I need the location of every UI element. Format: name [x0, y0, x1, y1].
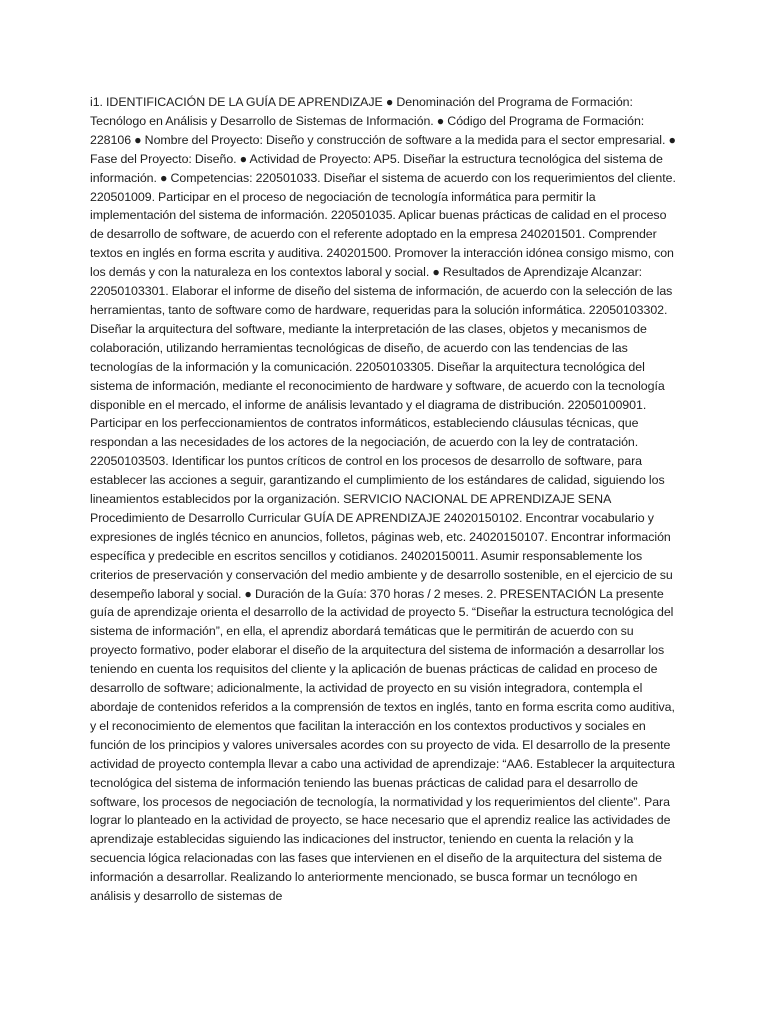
- document-paragraph: i1. IDENTIFICACIÓN DE LA GUÍA DE APRENDIZAJE ● Denominación del Programa de Formación: Tecnólogo en Análisis y Desarrollo de Sistemas de Información. ● Código del Programa de Formación: 228106 ● Nombre del Proyecto: Diseño y construcción de software a la medida para el sector empresarial. ● Fase del Proyecto: Diseño. ● Actividad de Proyecto: AP5. Diseñar la estructura tecnológica del sistema de información. ● Competencias: 220501033. Diseñar el sistema de acuerdo con los requerimientos del cliente. 220501009. Participar en el proceso de negociación de tecnología informática para permitir la implementación del sistema de información. 220501035. Aplicar buenas prácticas de calidad en el proceso de desarrollo de software, de acuerdo con el referente adoptado en la empresa 240201501. Comprender textos en inglés en forma escrita y auditiva. 240201500. Promover la interacción idónea consigo mismo, con los demás y con la naturaleza en los contextos laboral y social. ● Resultados de Aprendizaje Alcanzar: 22050103301. Elaborar el informe de diseño del sistema de información, de acuerdo con la selección de las herramientas, tanto de software como de hardware, requeridas para la solución informática. 22050103302. Diseñar la arquitectura del software, mediante la interpretación de las clases, objetos y mecanismos de colaboración, utilizando herramientas tecnológicas de diseño, de acuerdo con las tendencias de las tecnologías de la información y la comunicación. 22050103305. Diseñar la arquitectura tecnológica del sistema de información, mediante el reconocimiento de hardware y software, de acuerdo con la tecnología disponible en el mercado, el informe de análisis levantado y el diagrama de distribución. 22050100901. Participar en los perfeccionamientos de contratos informáticos, estableciendo cláusulas técnicas, que respondan a las necesidades de los actores de la negociación, de acuerdo con la ley de contratación. 22050103503. Identificar los puntos críticos de control en los procesos de desarrollo de software, para establecer las acciones a seguir, garantizando el cumplimiento de los estándares de calidad, siguiendo los lineamientos establecidos por la organización. SERVICIO NACIONAL DE APRENDIZAJE SENA Procedimiento de Desarrollo Curricular GUÍA DE APRENDIZAJE 24020150102. Encontrar vocabulario y expresiones de inglés técnico en anuncios, folletos, páginas web, etc. 24020150107. Encontrar información específica y predecible en escritos sencillos y cotidianos. 24020150011. Asumir responsablemente los criterios de preservación y conservación del medio ambiente y de desarrollo sostenible, en el ejercicio de su desempeño laboral y social. ● Duración de la Guía: 370 horas / 2 meses. 2. PRESENTACIÓN La presente guía de aprendizaje orienta el desarrollo de la actividad de proyecto 5. “Diseñar la estructura tecnológica del sistema de información”, en ella, el aprendiz abordará temáticas que le permitirán de acuerdo con su proyecto formativo, poder elaborar el diseño de la arquitectura del sistema de información a desarrollar los teniendo en cuenta los requisitos del cliente y la aplicación de buenas prácticas de calidad en proceso de desarrollo de software; adicionalmente, la actividad de proyecto en su visión integradora, contempla el abordaje de contenidos referidos a la comprensión de textos en inglés, tanto en forma escrita como auditiva, y el reconocimiento de elementos que facilitan la interacción en los contextos productivos y sociales en función de los principios y valores universales acordes con su proyecto de vida. El desarrollo de la presente actividad de proyecto contempla llevar a cabo una actividad de aprendizaje: “AA6. Establecer la arquitectura tecnológica del sistema de información teniendo las buenas prácticas de calidad para el desarrollo de software, los procesos de negociación de tecnología, la normatividad y los requerimientos del cliente”. Para lograr lo planteado en la actividad de proyecto, se hace necesario que el aprendiz realice las actividades de aprendizaje establecidas siguiendo las indicaciones del instructor, teniendo en cuenta la relación y la secuencia lógica relacionadas con las fases que intervienen en el diseño de la arquitectura del sistema de información a desarrollar. Realizando lo anteriormente mencionado, se busca formar un tecnólogo en análisis y desarrollo de sistemas de: [90, 95, 676, 904]
- document-body: [90, 93, 680, 906]
